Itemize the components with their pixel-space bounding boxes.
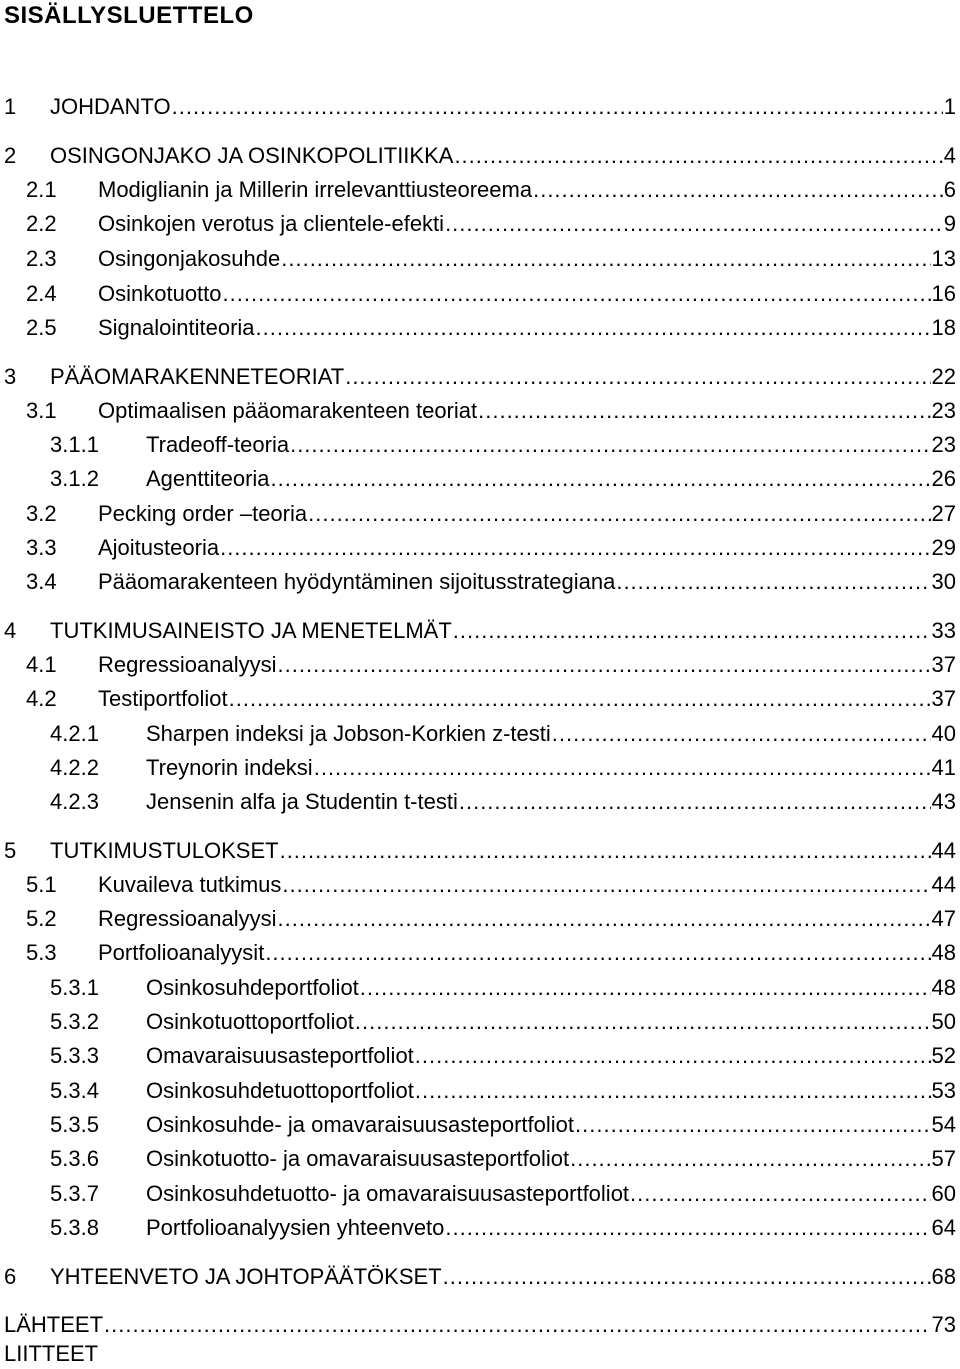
- dot-leader: [453, 616, 931, 646]
- toc-entry-3-4[interactable]: [0, 567, 956, 597]
- toc-label: JOHDANTO: [50, 94, 171, 119]
- toc-page: 48: [931, 975, 956, 1000]
- toc-page: 13: [931, 246, 956, 271]
- toc-number: 5.3.7: [50, 1181, 99, 1206]
- toc-page: 44: [931, 872, 956, 897]
- toc-label: Sharpen indeksi ja Jobson-Korkien z-testi: [146, 721, 551, 746]
- dot-leader: [454, 141, 942, 171]
- toc-label: Jensenin alfa ja Studentin t-testi: [146, 789, 458, 814]
- toc-page: 1: [943, 94, 956, 119]
- toc-entry-4-2[interactable]: [0, 684, 956, 714]
- toc-entry-5-3-8[interactable]: [0, 1213, 956, 1243]
- toc-entry-3[interactable]: [0, 362, 956, 392]
- toc-page: 23: [931, 432, 956, 457]
- toc-number: 5.3: [26, 940, 57, 965]
- dot-leader: [223, 279, 931, 309]
- toc-number: 2.3: [26, 246, 57, 271]
- toc-label: OSINGONJAKO JA OSINKOPOLITIIKKA: [50, 143, 454, 168]
- toc-entry-5-3-6[interactable]: [0, 1144, 956, 1174]
- dot-leader: [281, 244, 930, 274]
- toc-entry-5-3-2[interactable]: [0, 1007, 956, 1037]
- toc-page: 73: [931, 1312, 956, 1337]
- toc-number: 4: [4, 618, 17, 643]
- toc-label: LÄHTEET: [4, 1312, 104, 1337]
- toc-entry-2-4[interactable]: [0, 279, 956, 309]
- toc-page: 22: [931, 364, 956, 389]
- toc-number: 5.3.4: [50, 1078, 99, 1103]
- dot-leader: [256, 313, 931, 343]
- toc-number: 5.3.1: [50, 975, 99, 1000]
- toc-entry-5-3-3[interactable]: [0, 1041, 956, 1071]
- toc-number: 4.2.2: [50, 755, 99, 780]
- dot-leader: [445, 1213, 930, 1243]
- dot-leader: [278, 904, 931, 934]
- toc-number: 3.1.2: [50, 466, 99, 491]
- toc-label: Testiportfoliot: [98, 686, 228, 711]
- toc-number: 5.3.8: [50, 1215, 99, 1240]
- dot-leader: [345, 362, 930, 392]
- toc-number: 2.4: [26, 281, 57, 306]
- toc-entry-5-3-5[interactable]: [0, 1110, 956, 1140]
- toc-page: 29: [931, 535, 956, 560]
- toc-label: TUTKIMUSTULOKSET: [50, 838, 279, 863]
- dot-leader: [308, 499, 930, 529]
- toc-number: 2.5: [26, 315, 57, 340]
- toc-page: 60: [931, 1181, 956, 1206]
- toc-entry-4-1[interactable]: [0, 650, 956, 680]
- toc-number: 2: [4, 143, 17, 168]
- toc-entry-2[interactable]: [0, 141, 956, 171]
- toc-number: 5.3.3: [50, 1043, 99, 1068]
- dot-leader: [478, 396, 930, 426]
- toc-number: 3.1: [26, 398, 57, 423]
- toc-number: 4.2.1: [50, 721, 99, 746]
- dot-leader: [282, 870, 930, 900]
- dot-leader: [616, 567, 930, 597]
- toc-page: 6: [943, 177, 956, 202]
- toc-entry-5-3[interactable]: [0, 938, 956, 968]
- toc-page: 4: [943, 143, 956, 168]
- toc-page: 52: [931, 1043, 956, 1068]
- toc-page: 16: [931, 281, 956, 306]
- dot-leader: [552, 719, 931, 749]
- dot-leader: [570, 1144, 930, 1174]
- toc-number: 2.2: [26, 211, 57, 236]
- toc-page: 53: [931, 1078, 956, 1103]
- toc-entry-3-1-1[interactable]: [0, 430, 956, 460]
- toc-entry-4[interactable]: [0, 616, 956, 646]
- toc-label: Portfolioanalyysien yhteenveto: [146, 1215, 445, 1240]
- toc-page: 44: [931, 838, 956, 863]
- toc-number: 3.1.1: [50, 432, 99, 457]
- toc-label: Modiglianin ja Millerin irrelevanttiusteoreema: [98, 177, 533, 202]
- toc-label: Osinkosuhde- ja omavaraisuusasteportfoliot: [146, 1112, 575, 1137]
- dot-leader: [104, 1310, 930, 1340]
- toc-entry-5-3-1[interactable]: [0, 973, 956, 1003]
- toc-entry-4-2-3[interactable]: [0, 787, 956, 817]
- toc-number: 2.1: [26, 177, 57, 202]
- dot-leader: [355, 1007, 931, 1037]
- toc-page: 48: [931, 940, 956, 965]
- toc-page: 50: [931, 1009, 956, 1034]
- toc-entry-2-1[interactable]: [0, 175, 956, 205]
- toc-entry-5-3-4[interactable]: [0, 1076, 956, 1106]
- toc-number: 5.1: [26, 872, 57, 897]
- dot-leader: [533, 175, 943, 205]
- toc-entry-5-1[interactable]: [0, 870, 956, 900]
- dot-leader: [360, 973, 931, 1003]
- toc-entry-4-2-2[interactable]: [0, 753, 956, 783]
- toc-page: 64: [931, 1215, 956, 1240]
- dot-leader: [172, 92, 943, 122]
- toc-label: Omavaraisuusasteportfoliot: [146, 1043, 414, 1068]
- toc-page: 57: [931, 1146, 956, 1171]
- toc-label: Agenttiteoria: [146, 466, 270, 491]
- toc-entry-3-2[interactable]: [0, 499, 956, 529]
- toc-number: 6: [4, 1264, 17, 1289]
- dot-leader: [630, 1179, 930, 1209]
- toc-entry-3-1[interactable]: [0, 396, 956, 426]
- toc-entry-2-2[interactable]: [0, 209, 956, 239]
- dot-leader: [220, 533, 930, 563]
- dot-leader: [445, 209, 943, 239]
- dot-leader: [280, 836, 931, 866]
- toc-page: 33: [931, 618, 956, 643]
- toc-page: 40: [931, 721, 956, 746]
- dot-leader: [290, 430, 930, 460]
- toc-label: Osinkotuotto: [98, 281, 222, 306]
- toc-page: 27: [931, 501, 956, 526]
- toc-label: PÄÄOMARAKENNETEORIAT: [50, 364, 345, 389]
- toc-page: 41: [931, 755, 956, 780]
- toc-label: Regressioanalyysi: [98, 652, 277, 677]
- toc-number: 5.3.2: [50, 1009, 99, 1034]
- toc-page: 23: [931, 398, 956, 423]
- dot-leader: [575, 1110, 931, 1140]
- toc-page: 43: [931, 789, 956, 814]
- toc-label: Portfolioanalyysit: [98, 940, 265, 965]
- toc-label: Pääomarakenteen hyödyntäminen sijoitusstrategiana: [98, 569, 616, 594]
- toc-label: Optimaalisen pääomarakenteen teoriat: [98, 398, 478, 423]
- toc-entry-2-3[interactable]: [0, 244, 956, 274]
- dot-leader: [229, 684, 931, 714]
- toc-label: Regressioanalyysi: [98, 906, 277, 931]
- toc-label: YHTEENVETO JA JOHTOPÄÄTÖKSET: [50, 1264, 442, 1289]
- toc-number: 1: [4, 94, 17, 119]
- toc-entry-liitteet[interactable]: [0, 1339, 956, 1369]
- toc-entry-lahteet[interactable]: [0, 1310, 956, 1340]
- toc-label: Pecking order –teoria: [98, 501, 308, 526]
- dot-leader: [265, 938, 930, 968]
- dot-leader: [278, 650, 931, 680]
- toc-number: 5.2: [26, 906, 57, 931]
- toc-number: 5.3.6: [50, 1146, 99, 1171]
- toc-page: 68: [931, 1264, 956, 1289]
- toc-entry-5[interactable]: [0, 836, 956, 866]
- toc-entry-4-2-1[interactable]: [0, 719, 956, 749]
- toc-page: 30: [931, 569, 956, 594]
- toc-page: 9: [943, 211, 956, 236]
- toc-entry-3-1-2[interactable]: [0, 464, 956, 494]
- toc-number: 5: [4, 838, 17, 863]
- toc-number: 3.3: [26, 535, 57, 560]
- toc-entry-2-5[interactable]: [0, 313, 956, 343]
- dot-leader: [415, 1041, 931, 1071]
- toc-heading: SISÄLLYSLUETTELO: [4, 2, 254, 29]
- toc-page: 37: [931, 652, 956, 677]
- toc-number: 3.2: [26, 501, 57, 526]
- toc-label: Signalointiteoria: [98, 315, 255, 340]
- toc-label: Osinkotuottoportfoliot: [146, 1009, 354, 1034]
- toc-label: Osinkotuotto- ja omavaraisuusasteportfoliot: [146, 1146, 570, 1171]
- toc-label: Osinkojen verotus ja clientele-efekti: [98, 211, 445, 236]
- toc-label: Tradeoff-teoria: [146, 432, 290, 457]
- toc-page: 47: [931, 906, 956, 931]
- toc-entry-5-3-7[interactable]: [0, 1179, 956, 1209]
- toc-label: TUTKIMUSAINEISTO JA MENETELMÄT: [50, 618, 452, 643]
- toc-entry-5-2[interactable]: [0, 904, 956, 934]
- toc-label: LIITTEET: [4, 1341, 99, 1366]
- toc-page: 37: [931, 686, 956, 711]
- toc-label: Osingonjakosuhde: [98, 246, 281, 271]
- toc-entry-3-3[interactable]: [0, 533, 956, 563]
- dot-leader: [271, 464, 931, 494]
- toc-entry-1[interactable]: [0, 92, 956, 122]
- toc-number: 3.4: [26, 569, 57, 594]
- toc-number: 3: [4, 364, 17, 389]
- dot-leader: [443, 1262, 931, 1292]
- toc-label: Osinkosuhdetuottoportfoliot: [146, 1078, 414, 1103]
- toc-page: 54: [931, 1112, 956, 1137]
- toc-number: 4.2: [26, 686, 57, 711]
- dot-leader: [459, 787, 931, 817]
- toc-page: 18: [931, 315, 956, 340]
- toc-number: 4.2.3: [50, 789, 99, 814]
- toc-label: Osinkosuhdetuotto- ja omavaraisuusasteportfoliot: [146, 1181, 630, 1206]
- toc-number: 4.1: [26, 652, 57, 677]
- toc-entry-6[interactable]: [0, 1262, 956, 1292]
- toc-label: Ajoitusteoria: [98, 535, 220, 560]
- toc-page: 26: [931, 466, 956, 491]
- toc-number: 5.3.5: [50, 1112, 99, 1137]
- toc-label: Osinkosuhdeportfoliot: [146, 975, 359, 1000]
- toc-label: Treynorin indeksi: [146, 755, 313, 780]
- toc-label: Kuvaileva tutkimus: [98, 872, 282, 897]
- dot-leader: [314, 753, 931, 783]
- dot-leader: [415, 1076, 931, 1106]
